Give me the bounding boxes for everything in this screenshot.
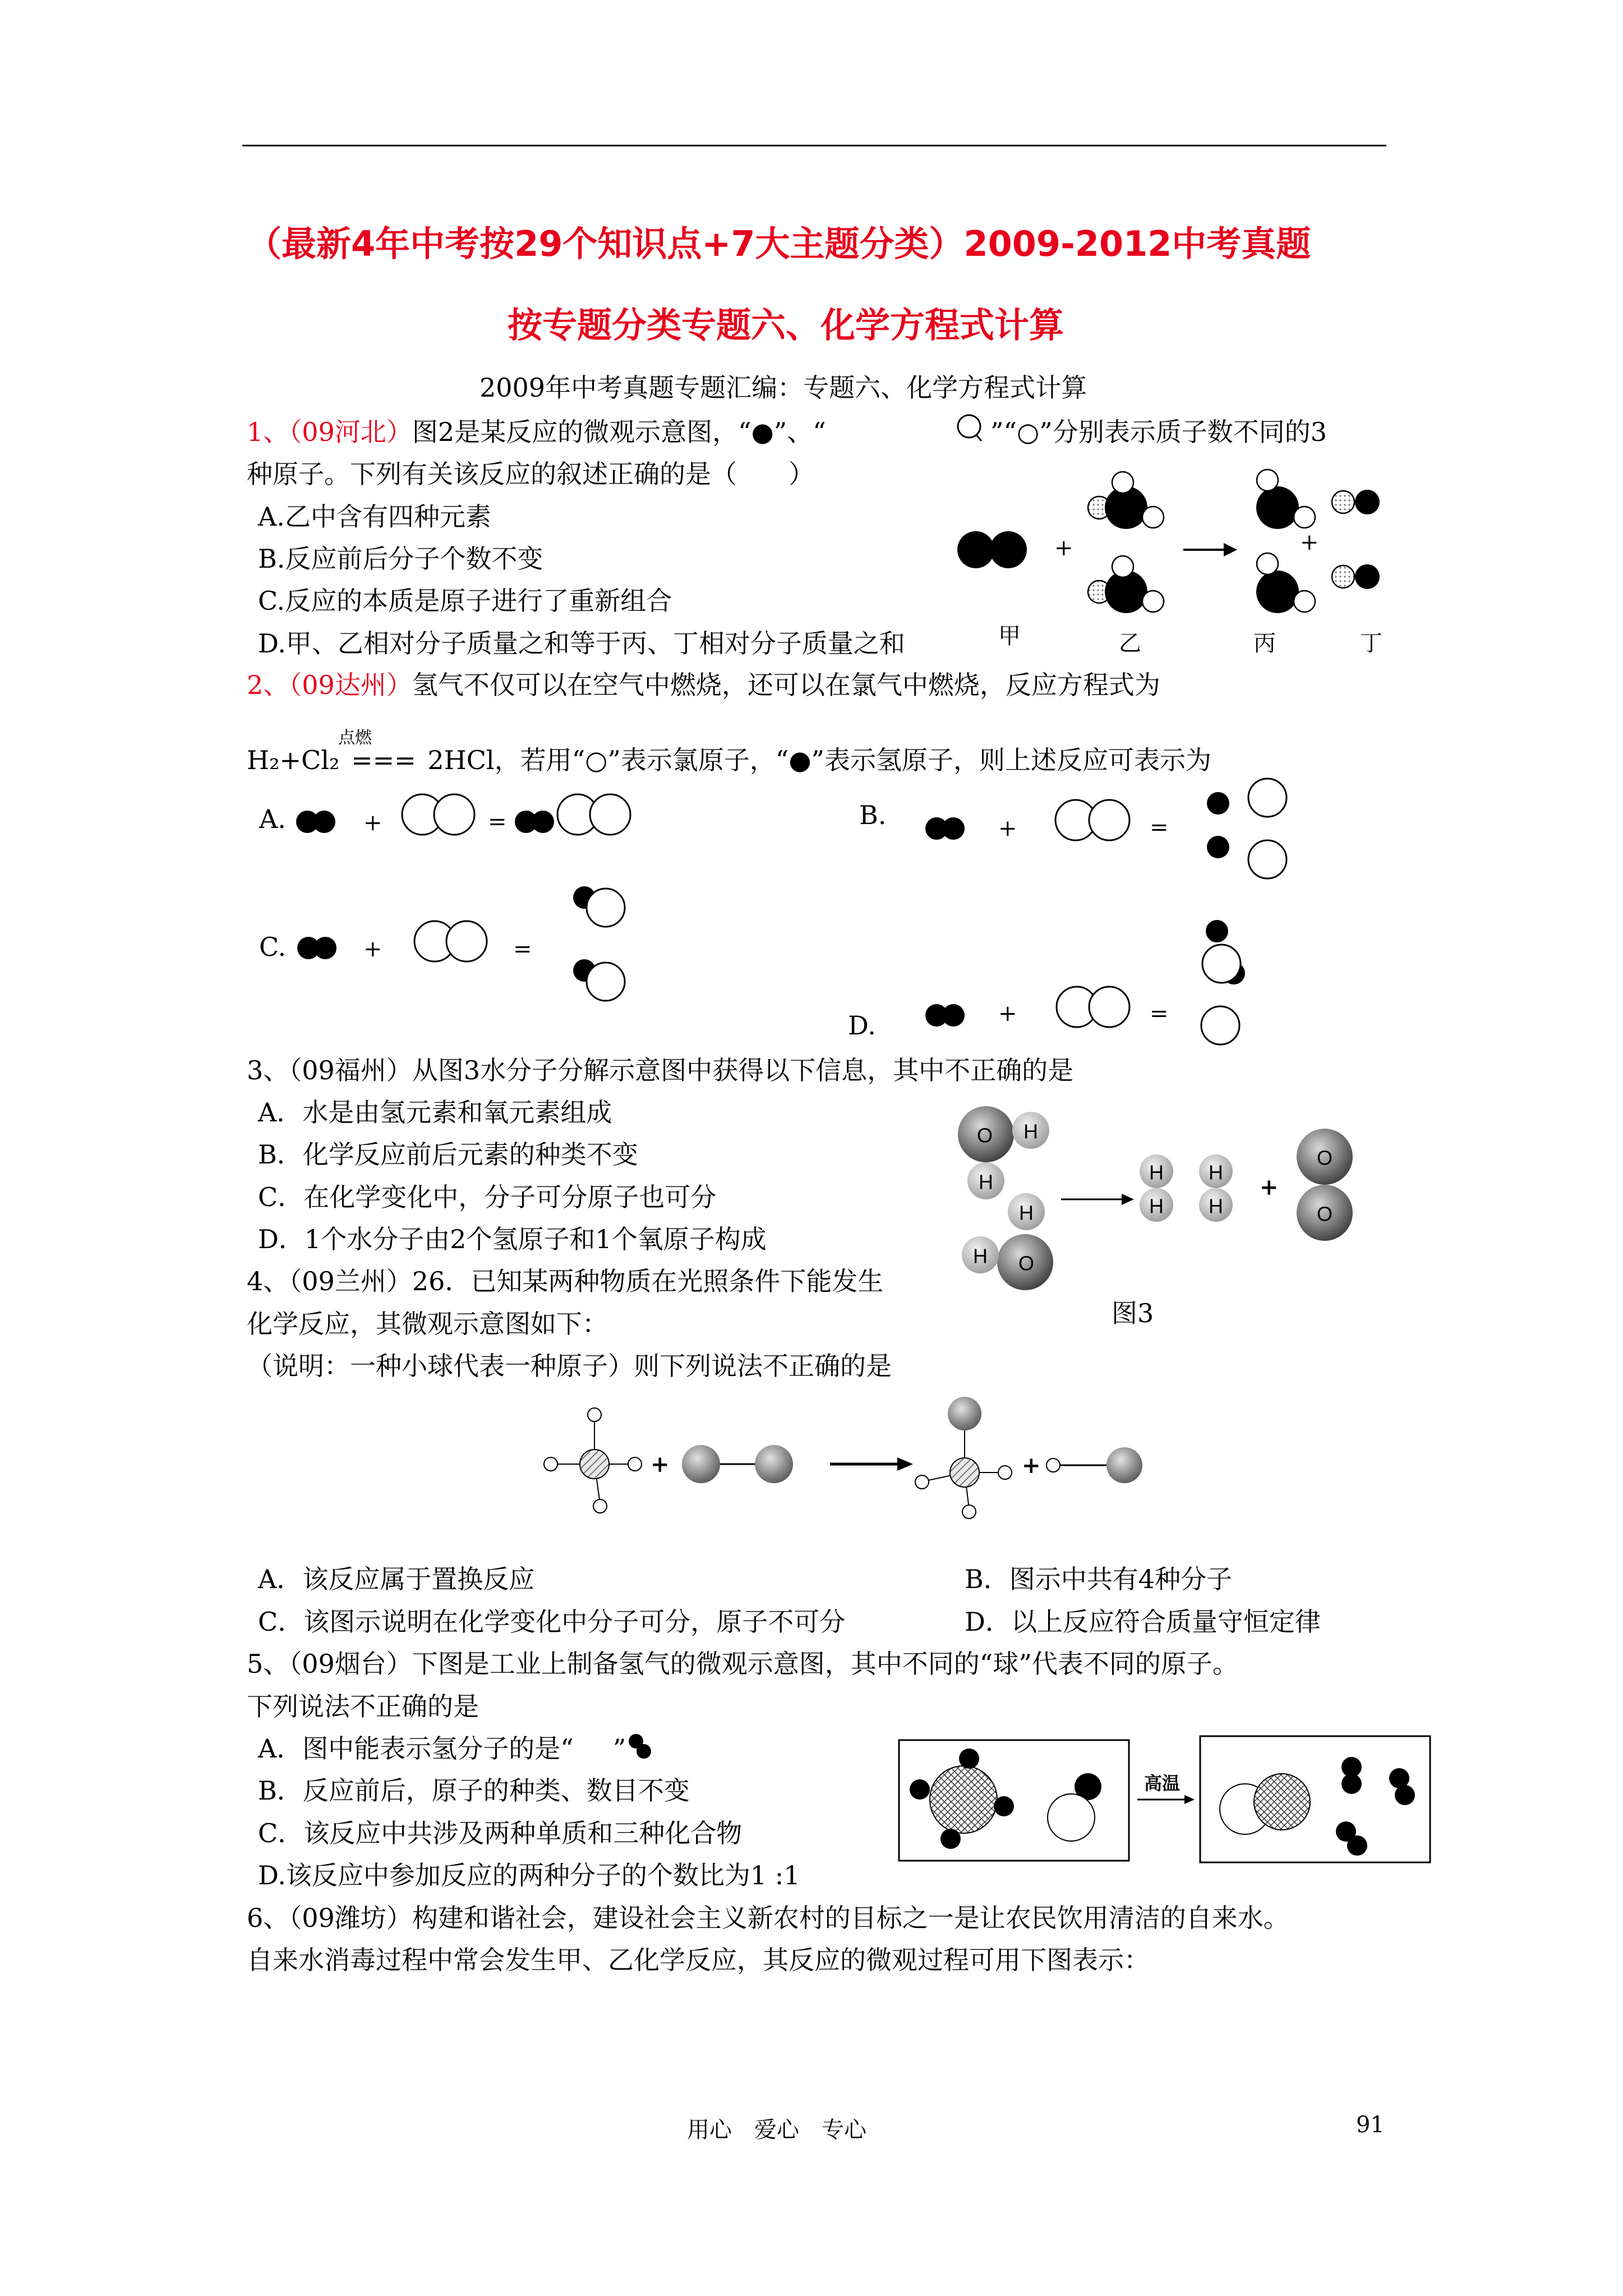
q4-plus-1: +: [651, 1451, 670, 1478]
q5-stem-a: 5、（09烟台）下图是工业上制备氢气的微观示意图，其中不同的“球”代表不同的原子。: [247, 1649, 1238, 1679]
q1-fig-plus-1: +: [1054, 535, 1073, 561]
q5-option-a-pre: A．图中能表示氢分子的是“: [258, 1733, 574, 1764]
q3-option-c: C．在化学变化中，分子可分原子也可分: [258, 1182, 717, 1212]
q1-legend-dotted-atom-icon: [955, 412, 988, 445]
title-line-1: （最新4年中考按29个知识点+7大主题分类）2009-2012中考真题: [247, 223, 1311, 264]
q1-stem-a: 图2是某反应的微观示意图，“●”、“: [412, 417, 826, 447]
q1-stem-line-1: [247, 416, 826, 448]
q2-stem-a: 氢气不仅可以在空气中燃烧，还可以在氯气中燃烧，反应方程式为: [412, 670, 1160, 700]
q4-option-a: A．该反应属于置换反应: [258, 1564, 535, 1594]
q5-option-a: [258, 1733, 626, 1764]
q4-reaction-figure: [538, 1391, 1211, 1537]
q2-formula: H₂+Cl₂: [247, 745, 340, 775]
q2-b-plus: +: [998, 816, 1017, 841]
q3-atom-o-4: O: [1316, 1202, 1333, 1226]
q4-option-b: B．图示中共有4种分子: [965, 1564, 1233, 1594]
q3-atom-h-8: H: [1209, 1194, 1223, 1218]
q1-fig-plus-2: +: [1300, 530, 1319, 555]
q1-stem-b: ”“○”分别表示质子数不同的3: [990, 417, 1327, 447]
q2-stem-line-1: [247, 669, 1160, 701]
q2-c-equals: =: [513, 936, 532, 962]
q4-stem-b: 化学反应，其微观示意图如下：: [247, 1309, 608, 1339]
q3-atom-o-3: O: [1316, 1146, 1333, 1170]
q3-atom-h-5: H: [1149, 1161, 1164, 1184]
footer-motto: 用心 爱心 专心: [687, 2117, 866, 2143]
q6-stem-a: 6、（09潍坊）构建和谐社会，建设社会主义新农村的目标之一是让农民饮用清洁的自来水。: [247, 1903, 1289, 1933]
q4-stem-c: （说明：一种小球代表一种原子）则下列说法不正确的是: [247, 1351, 892, 1381]
q2-a-plus: +: [363, 810, 382, 836]
q5-option-b: B．反应前后，原子的种类、数目不变: [258, 1775, 690, 1806]
q6-stem-b: 自来水消毒过程中常会发生甲、乙化学反应，其反应的微观过程可用下图表示：: [247, 1945, 1150, 1975]
q2-option-c-label: C.: [259, 932, 287, 962]
q2-condition: 点燃: [338, 728, 372, 748]
q3-atom-h-2: H: [979, 1170, 993, 1194]
q2-source: 2、（09达州）: [247, 670, 412, 700]
q1-option-c: C.反应的本质是原子进行了重新组合: [258, 586, 672, 616]
q2-option-c-figure: [292, 875, 718, 1004]
q2-c-plus: +: [363, 936, 382, 962]
q3-plus: +: [1260, 1174, 1279, 1200]
q2-b-equals: =: [1150, 815, 1169, 840]
q5-option-a-post: ”: [612, 1733, 626, 1764]
q3-atom-h-3: H: [1019, 1201, 1034, 1225]
q3-fig-caption: 图3: [1112, 1298, 1154, 1328]
q1-option-d: D.甲、乙相对分子质量之和等于丙、丁相对分子质量之和: [258, 628, 905, 659]
q3-atom-h-4: H: [973, 1244, 988, 1268]
q2-a-equals: =: [488, 809, 507, 835]
q3-atom-h-6: H: [1149, 1194, 1164, 1218]
q2-stem-rest: 2HCl，若用“○”表示氯原子，“●”表示氢原子，则上述反应可表示为: [427, 745, 1211, 775]
q2-d-plus: +: [998, 1001, 1017, 1027]
q1-label-yi: 乙: [1119, 631, 1141, 656]
q5-option-c: C．该反应中共涉及两种单质和三种化合物: [258, 1818, 743, 1848]
q3-stem: 3、（09福州）从图3水分子分解示意图中获得以下信息，其中不正确的是: [247, 1055, 1074, 1085]
q3-atom-h-1: H: [1023, 1120, 1038, 1143]
page-number: 91: [1356, 2112, 1385, 2138]
q5-reaction-figure: [897, 1728, 1447, 1874]
q2-option-d-figure: [920, 909, 1312, 1055]
q3-option-d: D．1个水分子由2个氢原子和1个氧原子构成: [258, 1224, 767, 1254]
header-rule: [242, 145, 1386, 146]
q1-source: 1、（09河北）: [247, 417, 412, 447]
q1-label-jia: 甲: [998, 623, 1021, 649]
q3-water-decomposition-figure: [948, 1094, 1396, 1296]
q3-atom-o-1: O: [976, 1124, 993, 1147]
q2-equals-sign: ===: [351, 745, 416, 775]
q3-option-b: B．化学反应前后元素的种类不变: [258, 1139, 638, 1170]
title-line-2: 按专题分类专题六、化学方程式计算: [508, 305, 1064, 346]
q2-option-a-label: A.: [259, 804, 286, 834]
q4-stem-a: 4、（09兰州）26．已知某两种物质在光照条件下能发生: [247, 1266, 884, 1296]
q1-option-a: A.乙中含有四种元素: [258, 501, 491, 532]
q2-d-equals: =: [1150, 1001, 1169, 1027]
q2-stem-line-2: [247, 744, 1211, 776]
q2-option-a-figure: [292, 785, 718, 853]
q5-condition: 高温: [1144, 1773, 1181, 1794]
q3-atom-o-2: O: [1018, 1251, 1035, 1275]
q1-option-b: B.反应前后分子个数不变: [258, 544, 543, 574]
subtitle: 2009年中考真题专题汇编：专题六、化学方程式计算: [479, 372, 1087, 403]
q2-option-b-figure: [920, 774, 1312, 886]
q1-label-bing: 丙: [1253, 631, 1276, 656]
q5-option-d: D.该反应中参加反应的两种分子的个数比为1 :1: [258, 1860, 800, 1890]
q1-reaction-figure: [948, 471, 1396, 656]
q4-option-d: D．以上反应符合质量守恒定律: [965, 1607, 1321, 1637]
q3-atom-h-7: H: [1209, 1161, 1223, 1184]
q4-plus-2: +: [1022, 1452, 1041, 1479]
q1-label-ding: 丁: [1360, 631, 1382, 656]
q2-option-b-label: B.: [859, 800, 887, 830]
q3-option-a: A．水是由氢元素和氧元素组成: [258, 1097, 612, 1128]
q5-hydrogen-molecule-icon: [624, 1730, 657, 1764]
q2-option-d-label: D.: [848, 1010, 876, 1041]
q1-stem-c: 种原子。下列有关该反应的叙述正确的是（ ）: [247, 459, 814, 489]
q4-option-c: C．该图示说明在化学变化中分子可分，原子不可分: [258, 1607, 846, 1637]
q5-stem-b: 下列说法不正确的是: [247, 1691, 479, 1722]
